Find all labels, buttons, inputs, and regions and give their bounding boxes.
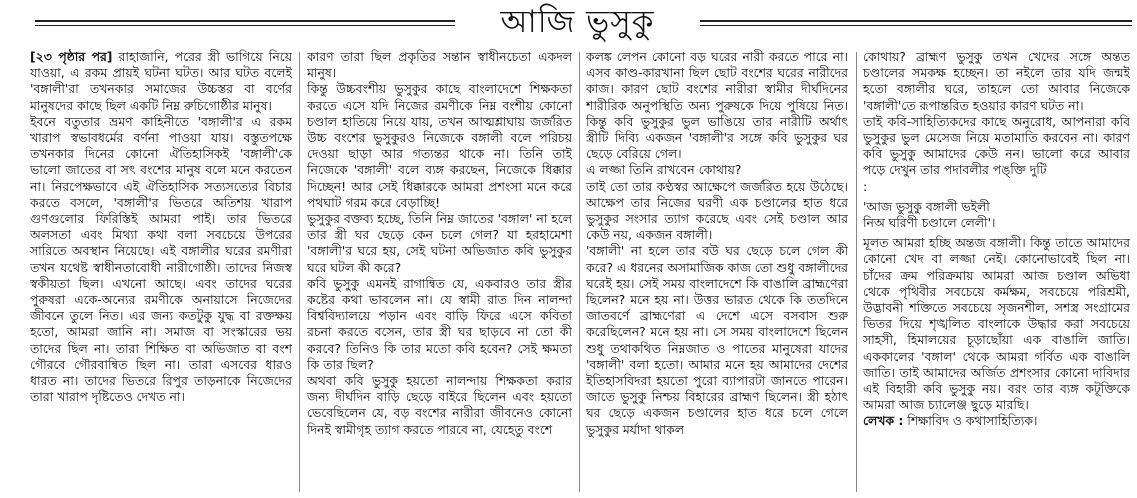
column-title: আজি ভুসুকু — [500, 3, 655, 40]
poem-line: নিঅ ঘরিণী চণ্ডালে লেলী'। — [863, 215, 996, 231]
paragraph: কারণ তারা ছিল প্রকৃতির সন্তান স্বাধীনচেতা একদল মানুষ। — [307, 49, 572, 81]
article-column-3 — [586, 49, 848, 494]
paragraph: 'বঙ্গালী' না হলে তার বউ ঘর ছেড়ে চলে গেল কী করে? এ ধরনের অসামাজিক কাজ তো শুধু বঙ্গালীদের ঘরেই হয়। সেই সময় বাংলাদেশে কি বাঙালি ব্রাহ্মণেরা ছিলেন? মনে হয় না। উত্তর ভারত থেকে কি ততদিনে জাতবর্ণে ব্রাহ্মণেরা এ দেশে এসে বসবাস শুরু করেছিলেন? মনে হয় না। সে সময় বাংলাদেশে ছিলেন শুধু তথাকথিত নিম্নজাত ও পাতের মানুষেরা যাদের 'বঙ্গালী' বলা হতো। আমার মনে হয় আমাদের দেশের ইতিহাসবিদরা হয়তো পুরো ব্যাপারটা জানতে পারেন। জাতে ভুসুকু নিশ্চয় বিহারের ব্রাহ্মণ ছিলেন। স্ত্রী হঠাৎ ঘর ছেড়ে একজন চণ্ডালের হাত ধরে চলে গেলে ভুসুকুর মর্যাদা থাকল — [586, 243, 848, 437]
article-column-4 — [863, 49, 1130, 494]
paragraph: তাই কবি-সাহিত্যিকদের কাছে অনুরোধ, আপনারা কবি ভুসুকুর ভুল মেসেজ নিয়ে মতামাতি করবেন না। কারণ কবি ভুসুকু আমাদের কেউ নন। ভালো করে আবার পড়ে দেখুন তার পদাবলীর পঙ্‌ক্তি দুটি — [863, 113, 1130, 178]
paragraph: কিন্তু উচ্চবংশীয় ভুসুকুর কাছে বাংলাদেশে শিক্ষকতা করতে এসে যদি নিজের রমণীকে নিম্ন বংশীয় কোনো চণ্ডাল হাতিয়ে নিয়ে যায়, তখন আত্মশ্লাঘায় জর্জরিত উচ্চ বংশের ভুসুকুরও নিজেকে বঙ্গালী বলে পরিচয় দেওয়া ছাড়া আর গত্যন্তর থাকে না। তিনি তাই নিজেকে 'বঙ্গালী' বলে ব্যঙ্গ করছেন, নিজেকে ধিক্কার দিচ্ছেন! আর সেই ধিক্কারকে আমরা প্রশংসা মনে করে পথঘাট গরম করে বেড়াচ্ছি! — [307, 81, 572, 210]
paragraph: কলঙ্ক লেপন কোনো বড় ঘরের নারী করতে পারে না। এসব কাণ্ড-কারখানা ছিল ছোট বংশের ঘরের নারীদের কাজ। কারণ ছোট বংশের নারীরা স্বামীর দীর্ঘদিনের শারীরিক অনুপস্থিতি অন্য পুরুষকে দিয়ে পুষিয়ে নিত। কিন্তু কবি ভুসুকুর ভুল ভাঙিয়ে তার নারীটি অর্থাৎ স্ত্রীটি দিব্যি একজন 'বঙ্গালী'র সঙ্গে কবি ভুসুকুর ঘর ছেড়ে বেরিয়ে গেল। — [586, 49, 848, 162]
colon-line: : — [863, 178, 868, 194]
article-column-2 — [307, 49, 572, 494]
poem-line: 'আজ ভুসুকু বঙ্গালী ভইলী — [863, 198, 990, 214]
section-header — [0, 0, 1137, 44]
header-title-box — [455, 0, 700, 44]
paragraph: অথবা কবি ভুসুকু হয়তো নালন্দায় শিক্ষকতা করার জন্য দীর্ঘদিন বাড়ি ছেড়ে বাইরে ছিলেন এবং হয়তো ভেবেছিলেন যে, বড় বংশের নারীরা জীবনেও কোনো দিনই স্বামীগৃহ ত্যাগ করতে পারবে না, যেহেতু বংশে — [307, 373, 572, 437]
paragraph: মূলত আমরা হচ্ছি অন্তজ বঙ্গালী। কিন্তু তাতে আমাদের কোনো খেদ বা লজ্জা নেই। কোনোভাবেই ছিল না। চাঁদের ক্রম পরিক্রমায় আমরা আজ চণ্ডাল অভিধা থেকে পৃথিবীর সবচেয়ে কর্মক্ষম, সবচেয়ে পরিশ্রমী, উদ্ভাবনী শক্তিতে সবচেয়ে সৃজনশীল, সশস্ত্র সংগ্রামের ভিতর দিয়ে শৃঙ্খলিত বাংলাকে উদ্ধার করা সবচেয়ে সাহসী, হিমালয়ের চূড়াছোঁয়া এক বাঙালি জাতি। এককালের 'বঙ্গাল' থেকে আমরা গর্বিত এক বাঙালি জাতি। তাই আমাদের অর্জিত প্রশংসার কোনো দাবিদার এই বিহারী কবি ভুসুকু নয়। বরং তার ব্যঙ্গ কটূক্তিকে আমরা আজ চ্যালেঞ্জ ছুড়ে মারছি। — [863, 235, 1130, 413]
paragraph: কবি ভুসুকু এমনই রাগান্বিত যে, একবারও তার স্ত্রীর কষ্টের কথা ভাবলেন না। যে স্বামী রাত দিন নালন্দা বিশ্ববিদ্যালয়ে পড়ান এবং বাড়ি ফিরে এসে কবিতা রচনা করতে বসেন, তার স্ত্রী ঘর ছাড়বে না তো কী করবে? তিনিও কি তার মতো কবি হবেন? সেই ক্ষমতা কি তার ছিল? — [307, 275, 572, 372]
paragraph: ইবনে বতুতার ভ্রমণ কাহিনীতে 'বঙ্গালী'র এ রকম খারাপ স্বভাবধর্মের বর্ণনা পাওয়া যায়। বস্তুতপক্ষে তখনকার দিনের কোনো ঐতিহাসিকই 'বঙ্গালী'কে ভালো জাতের বা সৎ বংশের মানুষ বলে মনে করতেন না। নিরপেক্ষভাবে এই ঐতিহাসিক সত্যসত্যের বিচার করতে বসলে, 'বঙ্গালী'র ভিতরে অতিশয় খারাপ গুণগুলোর ফিরিস্তিই আমরা পাই। তার ভিতরে অলসতা এবং মিথ্যা কথা বলা সবচেয়ে উপরের সারিতে অবস্থান নিয়েছে। এই বঙ্গালীর ঘরের রমণীরা তখন যথেষ্ট স্বাধীনতাবোধী নারীগোষ্ঠী। তাদের নিজস্ব স্বকীয়তা ছিল। এখনো আছে। এবং তাদের ঘরের পুরুষরা একে-অন্যের রমণীকে অনায়াসে নিজেদের জীবনে তুলে নিত। এর জন্য কতটুকু যুদ্ধ বা রক্তক্ষয় হতো, আমরা জানি না। সমাজ বা সংস্কারের ভয় তাদের ছিল না। তারা শিক্ষিত বা অভিজাত বা বংশ গৌরবে গৌরবান্বিত ছিল না। তারা এসবের ধারও ধারত না। তাদের ভিতরে রিপুর তাড়নাকে নিজেদের তারা খারাপ দৃষ্টিতেও দেখত না। — [30, 113, 292, 405]
header-rule-left — [35, 20, 455, 22]
author-description: শিক্ষাবিদ ও কথাসাহিত্যিক। — [907, 413, 1038, 429]
paragraph: তাই তো তার কণ্ঠস্বর আক্ষেপে জর্জরিত হয়ে উঠেছে। আক্ষেপ তার নিজের ঘরণী এক চণ্ডালের হাত ধরে ভুসুকুর সংসার ত্যাগ করেছে এবং সেই চণ্ডাল আর কেউ নয়, একজন বঙ্গালী। — [586, 178, 848, 243]
paragraph: [২৩ পৃষ্ঠার পর] রাহাজানি, পরের স্ত্রী ভাগিয়ে নিয়ে যাওয়া, এ রকম প্রায়ই ঘটনা ঘটত। আর ঘটত বলেই 'বঙ্গালী'রা তখনকার সমাজের উচ্চস্তর বা বর্ণের মানুষদের কাছে ছিল একটি নিম্ন রুচিগোষ্ঠীর মানুষ। — [30, 49, 292, 113]
continuation-marker: [২৩ পৃষ্ঠার পর] — [30, 49, 113, 64]
article-column-1 — [30, 49, 292, 494]
author-label: লেখক : — [863, 413, 904, 429]
paragraph: কোথায়? ব্রাহ্মণ ভুসুকু তখন খেদের সঙ্গে অন্তত চণ্ডালের সমকক্ষ হচ্ছেন। তা নইলে তার যদি জন্মই হতো বঙ্গালীর ঘরে, তাহলে তো আবার নিজেকে 'বঙ্গালী'তে রূপান্তরিত হওয়ার কারণ ঘটত না। — [863, 49, 1130, 113]
header-rule-right — [700, 20, 1132, 22]
paragraph: ভুসুকুর বক্তব্য হচ্ছে, তিনি নিম্ন জাতের 'বঙ্গাল' না হলে তার স্ত্রী ঘর ছেড়ে কেন চলে গেল? যা হরহামেশা 'বঙ্গালী'র ঘরে হয়, সেই ঘটনা অভিজাত কবি ভুসুকুর ঘরে ঘটল কী করে? — [307, 211, 572, 275]
author-line — [863, 413, 1130, 429]
poem-quote — [863, 199, 1130, 231]
article-body — [30, 49, 1130, 494]
paragraph: এ লজ্জা তিনি রাখবেন কোথায়? — [586, 162, 742, 178]
